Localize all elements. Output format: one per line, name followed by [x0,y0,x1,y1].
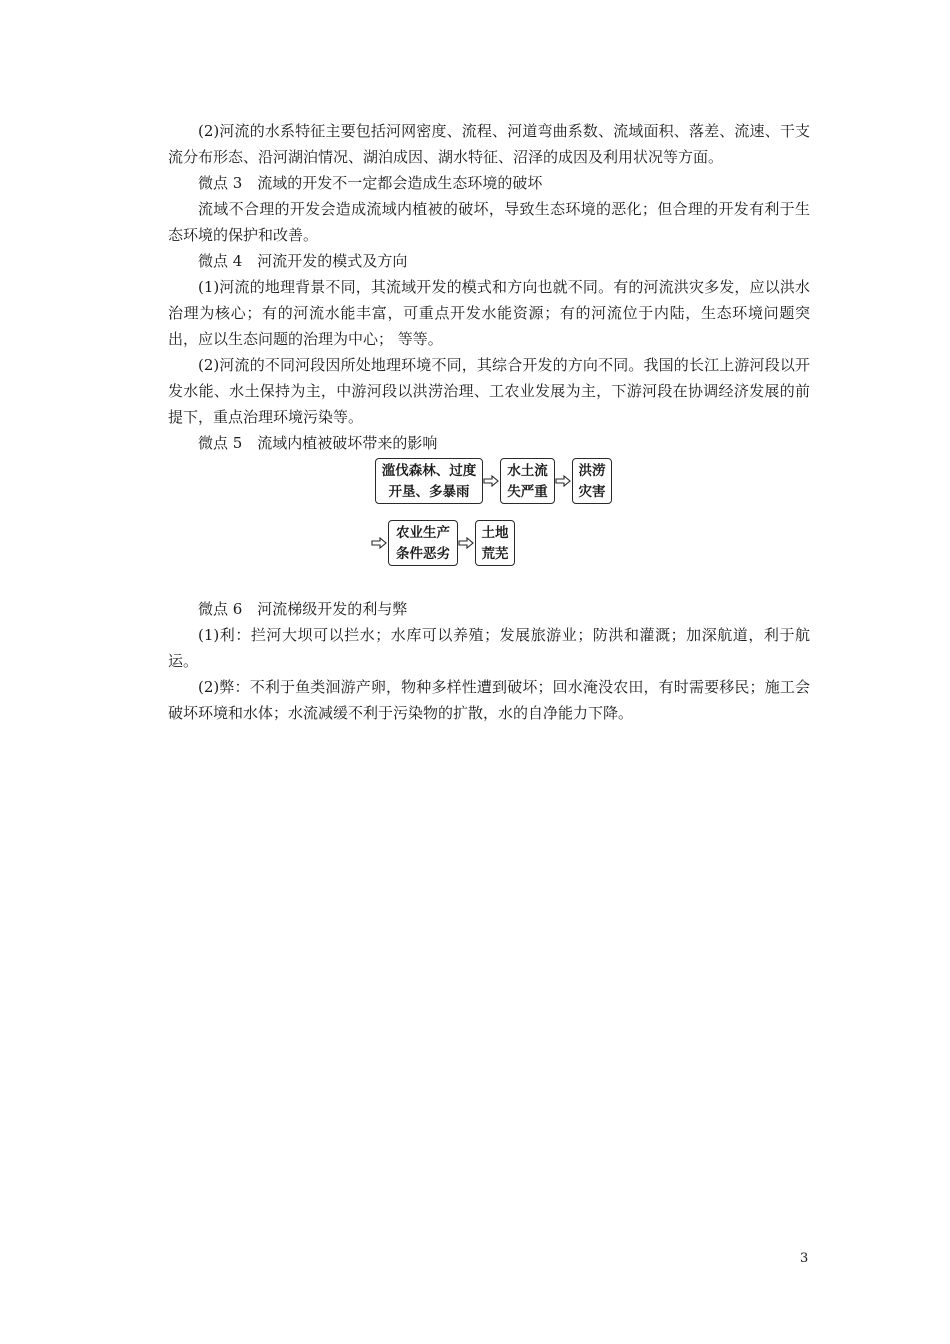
flow-box-deforestation: 滥伐森林、过度 开垦、多暴雨 [375,458,483,504]
flow-arrow-icon [483,475,499,487]
flowchart [168,458,810,596]
heading-point-3: 微点 3 流域的开发不一定都会造成生态环境的破坏 [198,174,543,192]
flow-box-land-desolation: 土地 荒芜 [475,520,515,566]
paragraph-development-impact: 流域不合理的开发会造成流域内植被的破坏，导致生态环境的恶化；但合理的开发有利于生态环境的保护和改善。 [168,200,810,244]
paragraph-development-mode-2: (2)河流的不同河段因所处地理环境不同，其综合开发的方向不同。我国的长江上游河段以开发水能、水土保持为主，中游河段以洪涝治理、工农业发展为主，下游河段在协调经济发展的前提下，重点治理环境污染等。 [168,356,810,426]
document-body [168,118,810,726]
flowchart-row-2 [168,520,810,582]
flow-box-flood-disaster: 洪涝 灾害 [572,458,612,504]
flow-arrow-icon [555,475,571,487]
flow-box-soil-erosion: 水土流 失严重 [500,458,555,504]
paragraph-advantages: (1)利：拦河大坝可以拦水；水库可以养殖；发展旅游业；防洪和灌溉；加深航道，利于航运。 [168,626,810,670]
flowchart-row-1 [168,458,810,520]
flow-box-agriculture-conditions: 农业生产 条件恶劣 [388,520,458,566]
heading-point-6: 微点 6 河流梯级开发的利与弊 [198,600,408,618]
paragraph-water-system: (2)河流的水系特征主要包括河网密度、流程、河道弯曲系数、流域面积、落差、流速、干支流分布形态、沿河湖泊情况、湖泊成因、湖水特征、沼泽的成因及利用状况等方面。 [168,122,810,166]
heading-point-5: 微点 5 流域内植被破坏带来的影响 [198,434,438,452]
paragraph-disadvantages: (2)弊：不利于鱼类洄游产卵，物种多样性遭到破坏；回水淹没农田，有时需要移民；施工会破坏环境和水体；水流减缓不利于污染物的扩散，水的自净能力下降。 [168,678,810,722]
flow-arrow-icon [371,537,387,549]
paragraph-development-mode-1: (1)河流的地理背景不同，其流域开发的模式和方向也就不同。有的河流洪灾多发，应以洪水治理为核心；有的河流水能丰富，可重点开发水能资源；有的河流位于内陆，生态环境问题突出，应以生态问题的治理为中心； 等等。 [168,278,810,348]
flow-arrow-icon [458,537,474,549]
heading-point-4: 微点 4 河流开发的模式及方向 [198,252,408,270]
page-number: 3 [800,1251,809,1266]
